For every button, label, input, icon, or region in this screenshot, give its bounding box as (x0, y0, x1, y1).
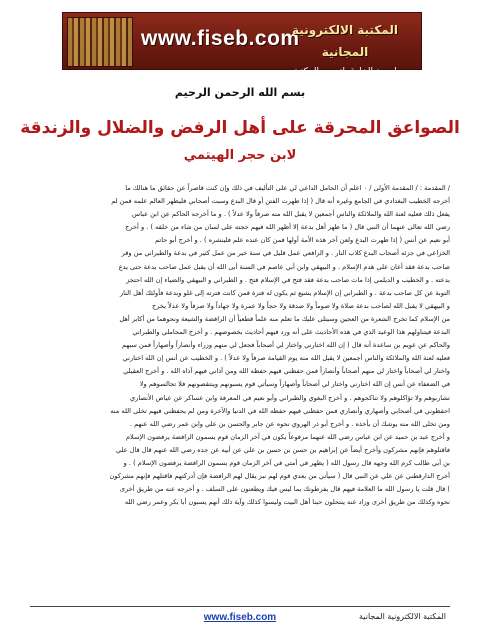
document-title: الصواعق المحرقة على أهل الرفض والضلال والزندقة (20, 118, 460, 138)
banner-url[interactable]: www.fiseb.com (141, 27, 300, 50)
body-line: بن أبي طالب كرم الله وجهه قال رسول الله ( يظهر في أمتي في آخر الزمان قوم يسمون الرافضة يرفضون الإسلام ) . و (123, 458, 450, 467)
body-line: صاحب بدعة فقد أعان على هدم الإسلام . و البيهقي وابن أبي عاصم في السنة أبى الله أن يقبل عمل صاحب بدعة حتى يدع (118, 262, 450, 271)
body-line: من الإسلام كما تخرج الشعرة من العجين وسيتلى عليك ما تعلم منه علماً قطعياً أن الرافضة والشيعة ونحوهما من أكابر أهل (119, 314, 450, 323)
body-line: ) قال قلت يا رسول الله ما العلامة فيهم قال يفرطونك بما ليس فيك ويطعنون على السلف . و أخرجه عنه من طريق أخرى (119, 485, 450, 494)
body-line: في الضعفاء عن أنس إن الله اختارني واختار لي أصحاباً وأصهاراً وسيأتي قوم يسبونهم وينتقصونهم فلا تجالسوهم ولا (139, 380, 450, 389)
body-line: رضي الله تعالى عنهما أن النبي قال ( ما ظهر أهل بدعة إلا أظهر الله فيهم حجته على لسان من شاء من خلقه ) . و أخرج (125, 223, 450, 232)
body-line: ومن تخلى الله منه يوشك أن يأخذه . و أخرج أبو ذر الهروي نحوه عن جابر والحسن بن علي وابن عمر رضي الله عنهم . (129, 419, 450, 428)
body-line: أخرج الدارقطني عن علي عن النبي قال ( سيأتي من بعدي قوم لهم نبز يقال لهم الرافضة فإن أدركتهم فاقتلهم فإنهم مشركون (109, 472, 450, 481)
banner-slogan: لمسة الخارق لتميزه المكتبة الإلكتروني (293, 67, 397, 95)
books-image (67, 17, 133, 67)
body-line: نحوه وكذلك من طريق أخرى وزاد عنه ينتحلون حبنا أهل البيت وليسوا كذلك وآية ذلك أنهم يسبون أبا بكر وعمر رضي الله (124, 498, 450, 507)
footer-library-name: المكتبة الالكترونية المجانية (359, 612, 446, 621)
body-line: أخرجه الخطيب البغدادي في الجامع وغيره أنه قال ( إذا ظهرت الفتن أو قال البدع وسبت أصحابي فليظهر العالم علمه فمن لم (111, 197, 450, 206)
footer-url-link[interactable]: www.fiseb.com (203, 612, 277, 623)
footer-divider (30, 606, 450, 607)
body-line: احفظوني في أصحابي وأصهاري وأنصاري فمن حفظني فيهم حفظه الله في الدنيا والآخرة ومن لم يحفظني فيهم تخلى الله منه (110, 406, 450, 415)
body-line: والحاكم عن عويم بن ساعدة أنه قال ( إن الله اختارني واختار لي أصحاباً فجعل لي منهم وزراء وأنصاراً وأصهاراً فمن سبهم (121, 341, 450, 350)
body-line: الخزاعي في جزئه أصحاب البدع كلاب النار . و الرافعي عمل قليل في سنة خير من عمل كثير في بدعة والطبراني من وقر (121, 249, 450, 258)
body-line: فعليه لعنة الله والملائكة والناس أجمعين لا يقبل الله منه يوم القيامة صرفاً ولا عدلاً ) . و الخطيب عن أنس إن الله اختارني (122, 354, 450, 363)
body-line: واختار لي أصحاباً واختار لي منهم أصحاباً وأنصاراً فمن حفظني فيهم حفظه الله ومن آذاني فيهم آذاه الله . و أخرج العقيلي (123, 367, 450, 376)
body-line: فاقتلوهم فإنهم مشركون وأخرج أيضاً عن إبراهيم بن حسن بن حسن بن علي عن أبيه عن جده رضي الله عنهم قال قال علي (116, 445, 450, 454)
body-line: أبو نعيم عن أنس ( إذا ظهرت البدع ولعن آخر هذه الأمة أولها فمن كان عنده علم فلينشره ) . و أخرج أبو حاتم (155, 236, 450, 245)
banner-library-name: المكتبة الالكترونية المجانية (292, 23, 398, 59)
banner-branding (275, 19, 415, 95)
body-line: البدعة فيتناولهم هذا الوعيد الذي في هذه الأحاديث على أنه ورد فيهم أحاديث بخصوصهم . و أخرج المحاملي والطبراني (132, 328, 450, 337)
document-author: لابن حجر الهيتمي (183, 148, 297, 163)
body-line: و أخرج عبد بن حميد عن ابن عباس رضي الله عنهما مرفوعاً يكون في آخر الزمان قوم يسمون الرافضة يرفضون الإسلام (125, 432, 450, 441)
body-text (30, 182, 450, 590)
body-line: بدعته . و الخطيب و الديلمي إذا مات صاحب بدعة فقد فتح في الإسلام فتح . و الطبراني و البيهقي والضياء إن الله احتجز (126, 275, 450, 284)
body-line: التوبة عن كل صاحب بدعة . و الطبراني إن الإسلام يشيع ثم يكون له فترة فمن كانت فترته إلى غلو وبدعة فأولئك أهل النار (119, 288, 450, 297)
body-line: و البيهقي لا يقبل الله لصاحب بدعة صلاة ولا صوماً ولا صدقة ولا حجاً ولا عمرة ولا جهاداً ولا صرفاً ولا عدلاً يخرج (151, 301, 450, 310)
body-line: تشاربوهم ولا تؤاكلوهم ولا تناكحوهم . و أخرج البغوي والطبراني وأبو نعيم في المعرفة وابن عساكر عن عياض الأنصاري (130, 393, 450, 402)
body-line: يفعل ذلك فعليه لعنة الله والملائكة والناس أجمعين لا يقبل الله منه صرفاً ولا عدلاً ) . و ما أخرجه الحاكم عن ابن عباس (132, 210, 450, 219)
basmala: بسم الله الرحمن الرحيم (174, 86, 306, 99)
body-line: / المقدمة : / المقدمة الأولى / ٠ اعلم أن الحامل الداعي لي على التأليف في ذلك وإن كنت قاصراً عن حقائق ما هنالك ما (125, 184, 450, 192)
